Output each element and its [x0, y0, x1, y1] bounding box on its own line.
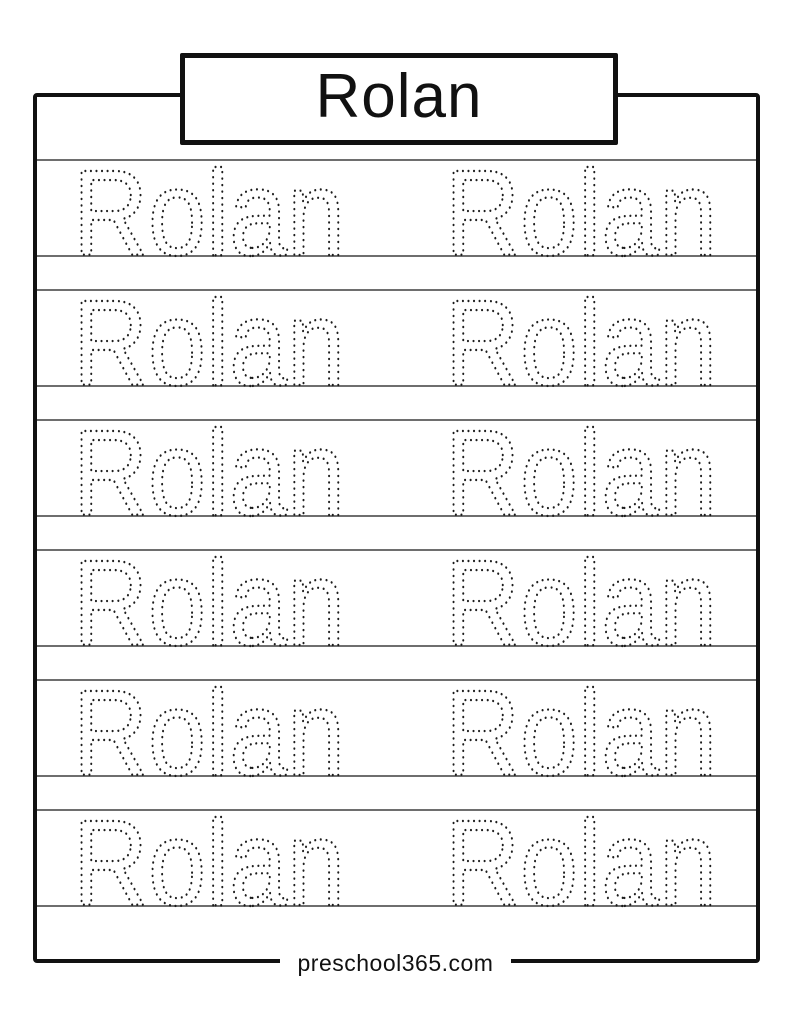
footer-site-label: preschool365.com — [280, 946, 512, 980]
name-title: Rolan — [315, 62, 483, 131]
trace-word-right: Rolan — [445, 275, 717, 411]
trace-text-svg — [37, 275, 756, 411]
trace-row — [37, 665, 756, 801]
trace-word-left: Rolan — [73, 665, 345, 801]
trace-row — [37, 795, 756, 931]
trace-word-left: Rolan — [73, 275, 345, 411]
name-title-box — [180, 53, 618, 145]
trace-row — [37, 535, 756, 671]
trace-row — [37, 405, 756, 541]
trace-text-svg — [37, 665, 756, 801]
trace-word-right: Rolan — [445, 405, 717, 541]
trace-row — [37, 145, 756, 281]
trace-text-svg — [37, 145, 756, 281]
trace-text-svg — [37, 795, 756, 931]
trace-row — [37, 275, 756, 411]
trace-word-left: Rolan — [73, 405, 345, 541]
footer — [0, 946, 791, 980]
trace-word-right: Rolan — [445, 795, 717, 931]
trace-word-left: Rolan — [73, 795, 345, 931]
trace-text-svg — [37, 405, 756, 541]
trace-word-left: Rolan — [73, 535, 345, 671]
trace-text-svg — [37, 535, 756, 671]
trace-rows — [37, 145, 756, 939]
trace-word-right: Rolan — [445, 665, 717, 801]
trace-word-right: Rolan — [445, 535, 717, 671]
trace-word-right: Rolan — [445, 145, 717, 281]
trace-word-left: Rolan — [73, 145, 345, 281]
